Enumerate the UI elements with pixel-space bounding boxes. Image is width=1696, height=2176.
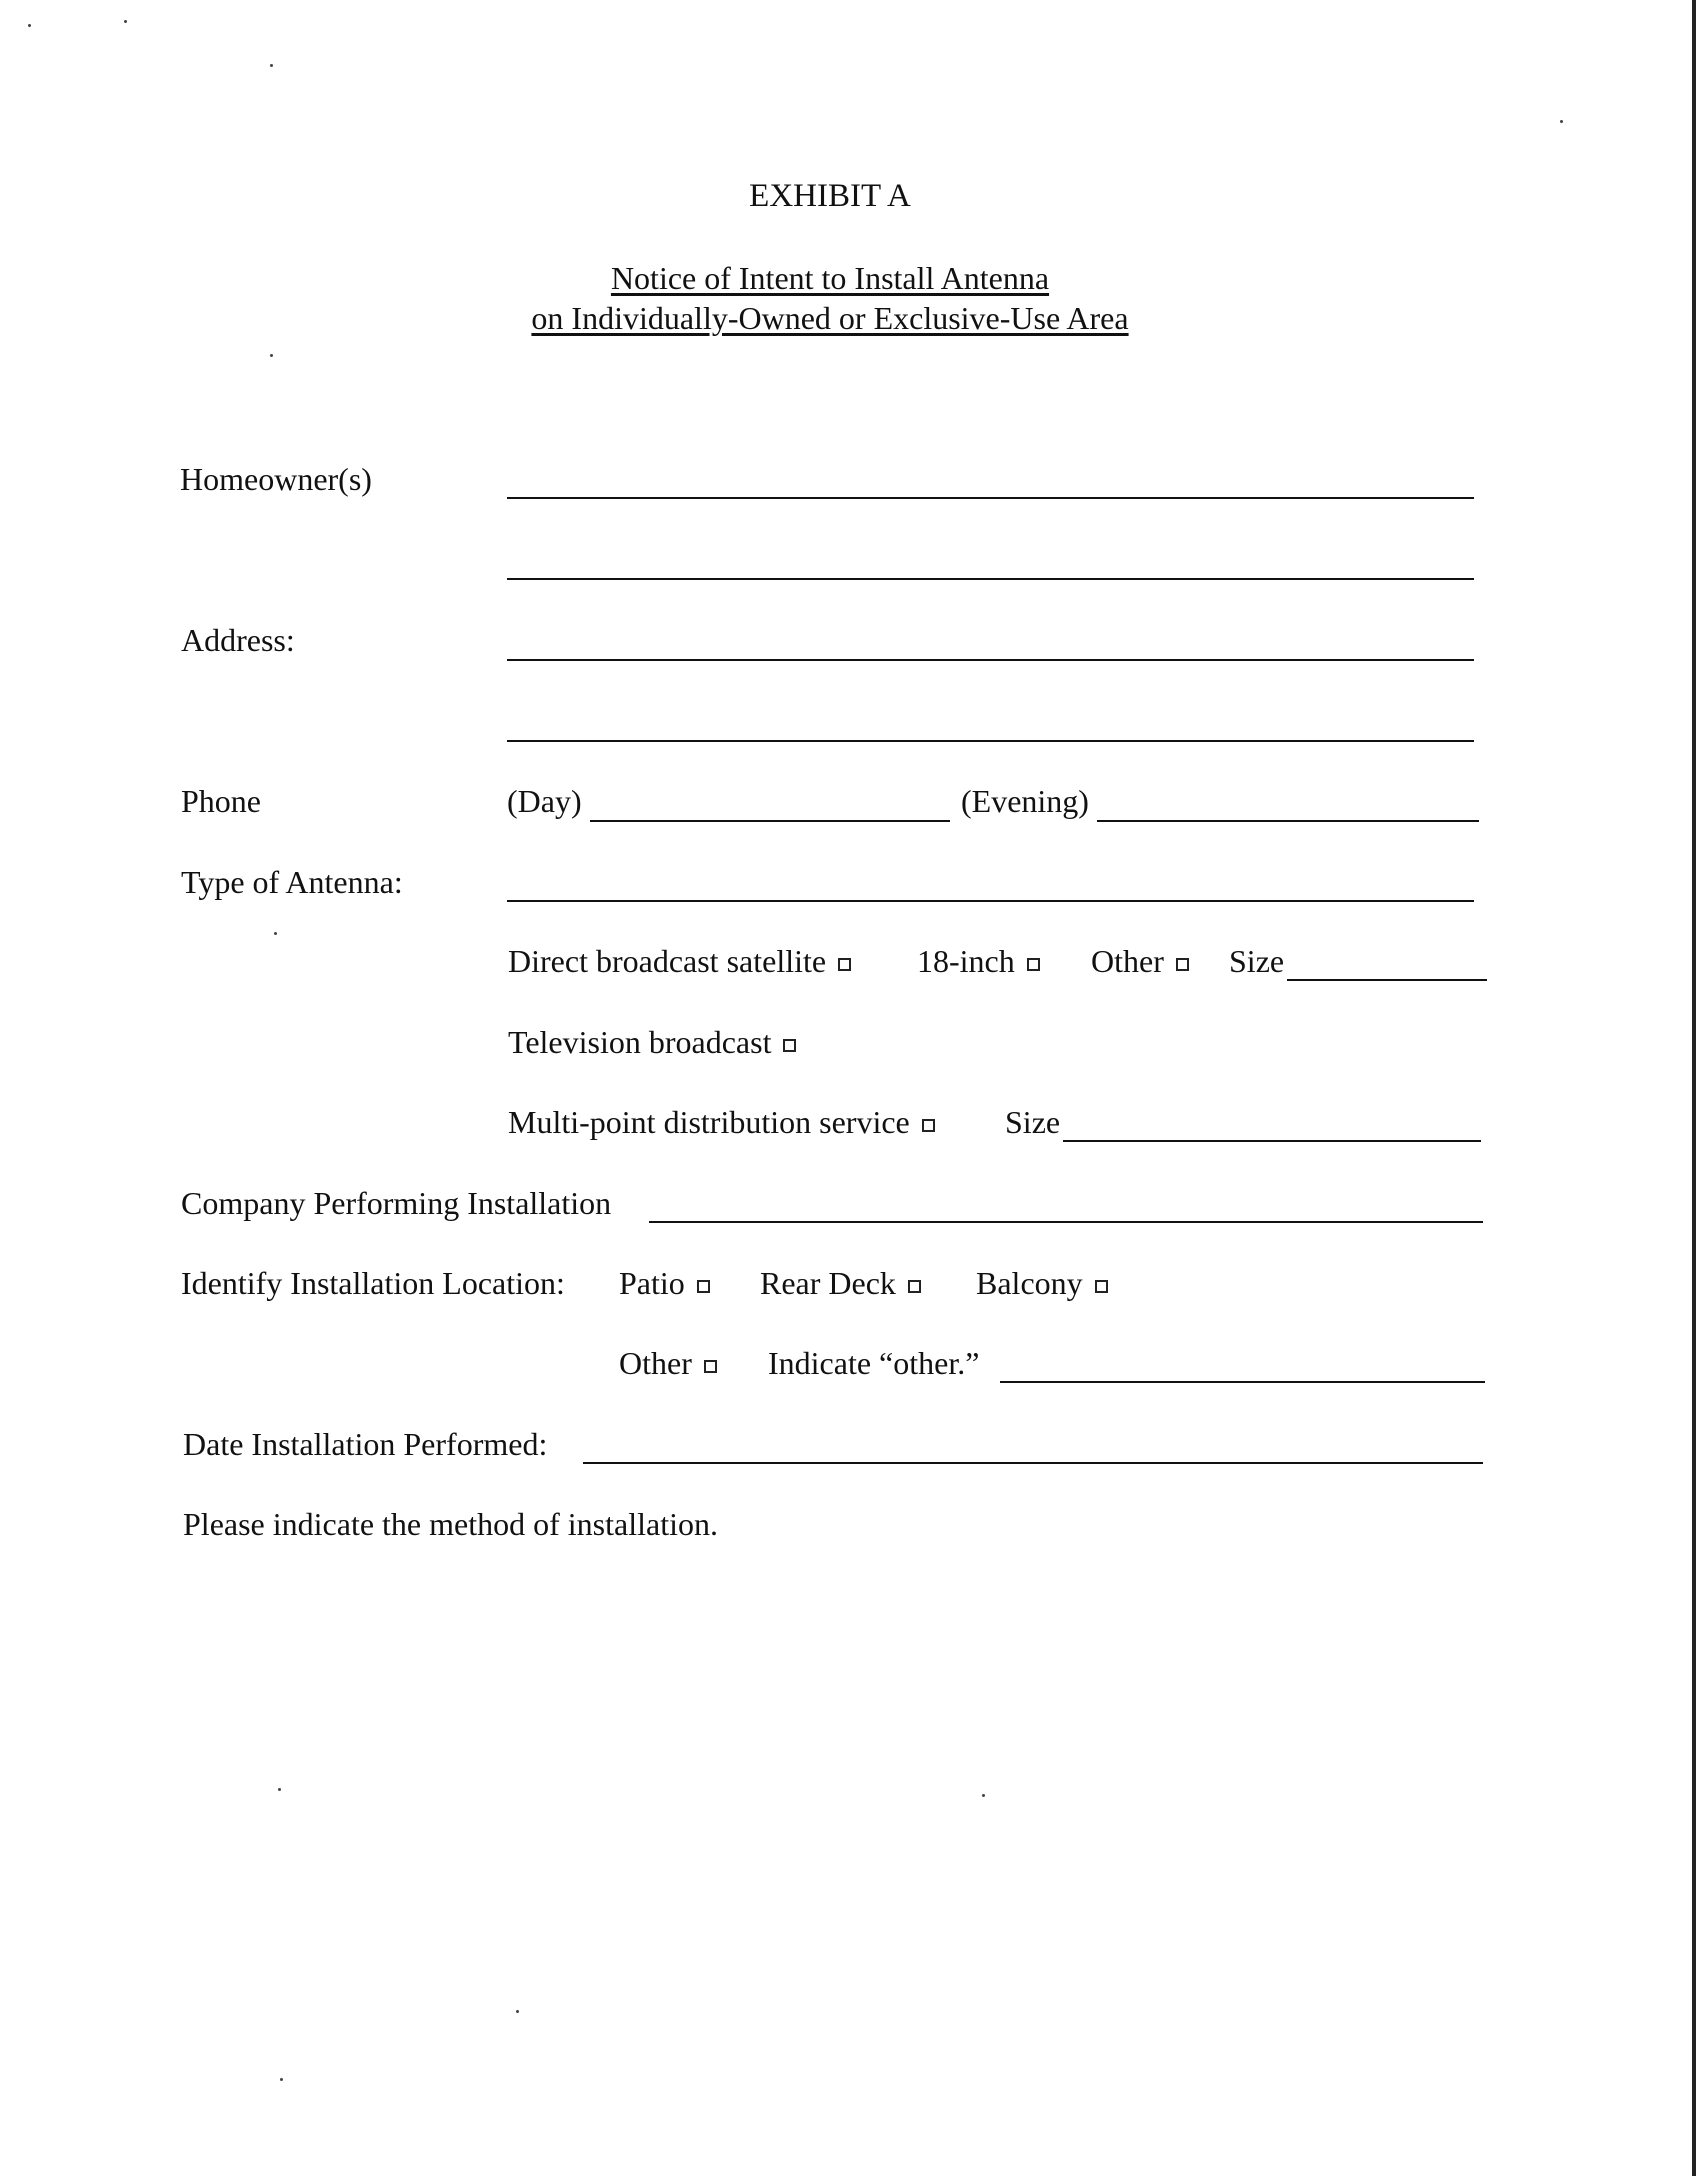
- scan-speck: [516, 2010, 519, 2013]
- indicate-other-field[interactable]: [1000, 1381, 1485, 1383]
- method-instruction: Please indicate the method of installation.: [183, 1506, 718, 1542]
- rear-deck-label: Rear Deck: [760, 1265, 896, 1301]
- dbs-size-field[interactable]: [1287, 979, 1487, 981]
- antenna-type-field[interactable]: [507, 900, 1474, 902]
- location-other-label: Other: [619, 1345, 692, 1381]
- tv-broadcast-option: [508, 1024, 796, 1061]
- company-label: Company Performing Installation: [181, 1185, 612, 1221]
- homeowners-label: Homeowner(s): [180, 461, 372, 497]
- mmds-label: Multi-point distribution service: [508, 1104, 910, 1140]
- scan-speck: [982, 1794, 985, 1797]
- scan-speck: [274, 932, 277, 935]
- phone-day-label: (Day): [507, 783, 582, 819]
- phone-label: Phone: [181, 783, 261, 819]
- mmds-size-field[interactable]: [1063, 1140, 1481, 1142]
- balcony-option: [976, 1265, 1108, 1302]
- page-edge: [1692, 0, 1696, 2176]
- indicate-other-label: Indicate “other.”: [768, 1345, 980, 1381]
- scan-speck: [270, 354, 273, 357]
- tv-broadcast-label: Television broadcast: [508, 1024, 772, 1060]
- dbs-size-label: Size: [1229, 943, 1285, 979]
- address-field-2[interactable]: [507, 740, 1474, 742]
- location-other-option: [619, 1345, 717, 1382]
- antenna-type-label: Type of Antenna:: [181, 864, 403, 900]
- 18-inch-label: 18-inch: [917, 943, 1015, 979]
- scan-speck: [280, 2078, 283, 2081]
- homeowners-field-2[interactable]: [507, 578, 1474, 580]
- notice-title-line2: on Individually-Owned or Exclusive-Use Area: [531, 300, 1129, 336]
- phone-day-field[interactable]: [590, 820, 950, 822]
- location-label: Identify Installation Location:: [181, 1265, 565, 1301]
- balcony-label: Balcony: [976, 1265, 1083, 1301]
- scan-speck: [278, 1788, 281, 1791]
- tv-broadcast-checkbox[interactable]: [783, 1039, 796, 1052]
- patio-option: [619, 1265, 710, 1302]
- scan-speck: [270, 64, 273, 67]
- antenna-other-label: Other: [1091, 943, 1164, 979]
- date-field[interactable]: [583, 1462, 1483, 1464]
- dbs-checkbox[interactable]: [838, 958, 851, 971]
- rear-deck-option: [760, 1265, 921, 1302]
- exhibit-title: EXHIBIT A: [749, 178, 911, 214]
- notice-title-line1: Notice of Intent to Install Antenna: [610, 260, 1050, 296]
- patio-checkbox[interactable]: [697, 1280, 710, 1293]
- dbs-label: Direct broadcast satellite: [508, 943, 827, 979]
- patio-label: Patio: [619, 1265, 685, 1301]
- phone-evening-field[interactable]: [1097, 820, 1479, 822]
- company-field[interactable]: [649, 1221, 1483, 1223]
- mmds-checkbox[interactable]: [922, 1119, 935, 1132]
- rear-deck-checkbox[interactable]: [908, 1280, 921, 1293]
- scan-speck: [1560, 120, 1563, 123]
- phone-evening-label: (Evening): [961, 783, 1089, 819]
- address-field-1[interactable]: [507, 659, 1474, 661]
- balcony-checkbox[interactable]: [1095, 1280, 1108, 1293]
- 18-inch-checkbox[interactable]: [1027, 958, 1040, 971]
- scan-speck: [28, 24, 31, 27]
- dbs-option: [508, 943, 851, 980]
- mmds-size-label: Size: [1005, 1104, 1061, 1140]
- mmds-option: [508, 1104, 935, 1141]
- address-label: Address:: [181, 622, 295, 658]
- date-label: Date Installation Performed:: [183, 1426, 548, 1462]
- antenna-other-checkbox[interactable]: [1176, 958, 1189, 971]
- location-other-checkbox[interactable]: [704, 1360, 717, 1373]
- homeowners-field-1[interactable]: [507, 497, 1474, 499]
- scan-speck: [124, 20, 127, 23]
- antenna-other-option: [1091, 943, 1189, 980]
- 18-inch-option: [917, 943, 1040, 980]
